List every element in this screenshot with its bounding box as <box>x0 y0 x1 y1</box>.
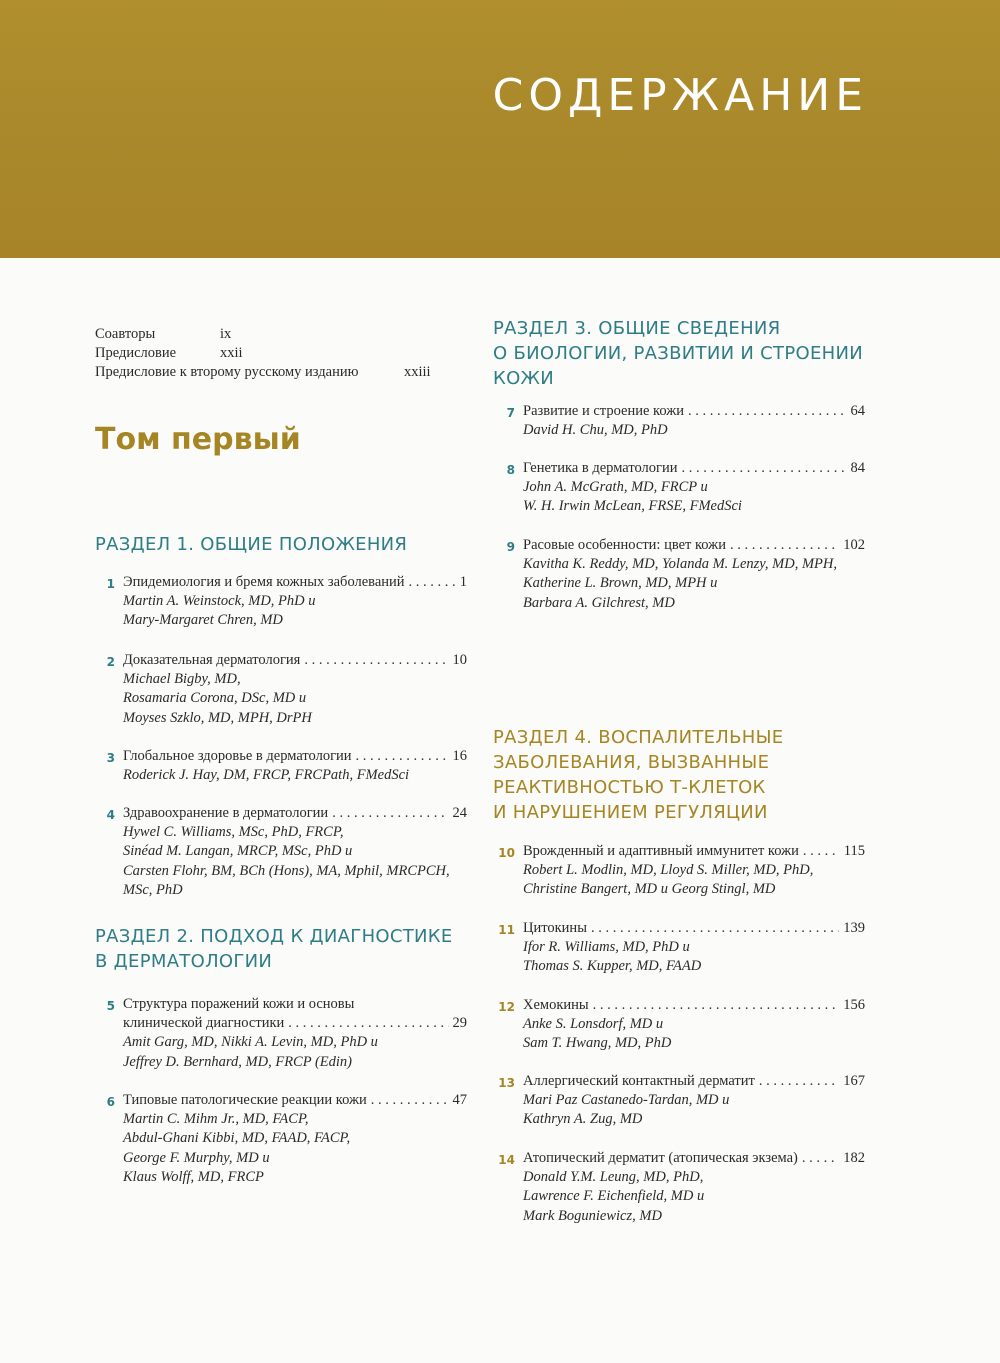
chapter-title: Атопический дерматит (атопическая экзема) <box>523 1150 798 1166</box>
chapter-page: 102 <box>843 537 865 553</box>
leader-dots <box>802 1149 839 1168</box>
leader-dots <box>593 996 840 1015</box>
chapter-author: Sam T. Hwang, MD, PhD <box>523 1035 672 1052</box>
leader-dots <box>371 1091 449 1110</box>
chapter-author: Robert L. Modlin, MD, Lloyd S. Miller, MD, PhD, <box>523 862 814 879</box>
chapter-title: Типовые патологические реакции кожи <box>123 1092 367 1108</box>
toc-entry[interactable] <box>95 747 467 785</box>
chapter-author: Barbara A. Gilchrest, MD <box>523 594 675 611</box>
chapter-author: Jeffrey D. Bernhard, MD, FRCP (Edin) <box>123 1053 352 1070</box>
chapter-author: Abdul-Ghani Kibbi, MD, FAAD, FACP, <box>123 1130 351 1147</box>
leader-dots <box>730 536 839 555</box>
section-heading-line: РАЗДЕЛ 1. ОБЩИЕ ПОЛОЖЕНИЯ <box>95 534 408 555</box>
toc-entry[interactable] <box>495 1149 865 1226</box>
section-3-heading[interactable] <box>493 316 863 391</box>
chapter-author: MSc, PhD <box>123 881 183 898</box>
chapter-number: 2 <box>106 655 115 669</box>
front-matter-item[interactable] <box>95 344 358 363</box>
section-4-heading[interactable] <box>493 725 783 825</box>
chapter-author: John A. McGrath, MD, FRCP и <box>523 479 708 496</box>
chapter-page: 182 <box>843 1150 865 1166</box>
leader-dots <box>288 1014 448 1033</box>
chapter-title: Глобальное здоровье в дерматологии <box>123 748 352 764</box>
chapter-author: Sinéad M. Langan, MRCP, MSc, PhD и <box>123 843 353 860</box>
chapter-page: 1 <box>459 574 467 590</box>
chapter-title: Здравоохранение в дерматологии <box>123 805 329 821</box>
chapter-page: 139 <box>843 920 865 936</box>
chapter-number: 4 <box>106 808 115 822</box>
front-matter-label: Соавторы <box>95 326 156 342</box>
chapter-page: 10 <box>452 652 467 668</box>
section-heading-line: В ДЕРМАТОЛОГИИ <box>95 951 273 972</box>
chapter-author: Anke S. Lonsdorf, MD и <box>523 1016 664 1033</box>
chapter-title: Цитокины <box>523 920 587 936</box>
front-matter <box>95 325 431 382</box>
toc-entry[interactable] <box>95 995 467 1072</box>
chapter-page: 84 <box>850 460 865 476</box>
chapter-page: 156 <box>843 997 865 1013</box>
chapter-number: 12 <box>498 1000 515 1014</box>
chapter-page: 64 <box>850 403 865 419</box>
chapter-title: Расовые особенности: цвет кожи <box>523 537 726 553</box>
front-matter-item[interactable] <box>95 325 358 344</box>
chapter-number: 1 <box>106 577 115 591</box>
chapter-author: Thomas S. Kupper, MD, FAAD <box>523 958 702 975</box>
toc-entry[interactable] <box>95 1091 467 1187</box>
chapter-author: Martin C. Mihm Jr., MD, FACP, <box>123 1111 309 1128</box>
front-matter-page: xxii <box>220 345 243 361</box>
chapter-title: Развитие и строение кожи <box>523 403 684 419</box>
chapter-author: Roderick J. Hay, DM, FRCP, FRCPath, FMedSci <box>123 767 410 784</box>
leader-dots <box>688 402 847 421</box>
chapter-author: Michael Bigby, MD, <box>123 671 241 688</box>
front-matter-label: Предисловие <box>95 345 177 361</box>
chapter-author: Carsten Flohr, BM, BCh (Hons), MA, Mphil, MRCPCH, <box>123 862 450 879</box>
leader-dots <box>356 747 449 766</box>
chapter-page: 47 <box>452 1092 467 1108</box>
section-heading-line: РАЗДЕЛ 3. ОБЩИЕ СВЕДЕНИЯ <box>493 318 781 339</box>
chapter-author: Ifor R. Williams, MD, PhD и <box>523 939 690 956</box>
toc-entry[interactable] <box>495 1072 865 1130</box>
toc-entry[interactable] <box>495 996 865 1054</box>
section-heading-line: РЕАКТИВНОСТЬЮ Т-КЛЕТОК <box>493 777 766 798</box>
front-matter-page: xxiii <box>404 364 431 380</box>
front-matter-page: ix <box>220 326 232 342</box>
chapter-page: 115 <box>843 843 865 859</box>
chapter-author: W. H. Irwin McLean, FRSE, FMedSci <box>523 498 742 515</box>
chapter-number: 13 <box>498 1076 515 1090</box>
chapter-title: Эпидемиология и бремя кожных заболеваний <box>123 574 405 590</box>
chapter-number: 14 <box>498 1153 515 1167</box>
leader-dots <box>332 804 448 823</box>
section-heading-line: КОЖИ <box>493 368 555 389</box>
section-heading-line: РАЗДЕЛ 4. ВОСПАЛИТЕЛЬНЫЕ <box>493 727 784 748</box>
toc-entry[interactable] <box>495 842 865 900</box>
chapter-number: 3 <box>106 751 115 765</box>
section-heading-line: О БИОЛОГИИ, РАЗВИТИИ И СТРОЕНИИ <box>493 343 864 364</box>
chapter-title: Хемокины <box>523 997 589 1013</box>
chapter-number: 11 <box>498 923 515 937</box>
chapter-author: George F. Murphy, MD и <box>123 1149 270 1166</box>
section-heading-line: РАЗДЕЛ 2. ПОДХОД К ДИАГНОСТИКЕ <box>95 926 453 947</box>
toc-entry[interactable] <box>95 573 467 631</box>
leader-dots <box>759 1072 839 1091</box>
toc-entry[interactable] <box>95 651 467 728</box>
chapter-author: Christine Bangert, MD и Georg Stingl, MD <box>523 881 776 898</box>
leader-dots <box>304 651 448 670</box>
volume-title: Том первый <box>95 422 301 457</box>
chapter-number: 7 <box>506 406 515 420</box>
chapter-number: 5 <box>106 999 115 1013</box>
front-matter-item[interactable] <box>95 363 431 382</box>
toc-entry[interactable] <box>495 459 865 517</box>
chapter-author: Katherine L. Brown, MD, MPH и <box>523 575 718 592</box>
section-2-heading[interactable] <box>95 924 453 974</box>
chapter-title: Врожденный и адаптивный иммунитет кожи <box>523 843 799 859</box>
chapter-author: Mari Paz Castanedo-Tardan, MD и <box>523 1092 730 1109</box>
chapter-author: Amit Garg, MD, Nikki A. Levin, MD, PhD и <box>123 1034 378 1051</box>
chapter-page: 29 <box>452 1015 467 1032</box>
section-heading-line: И НАРУШЕНИЕМ РЕГУЛЯЦИИ <box>493 802 768 823</box>
chapter-author: Rosamaria Corona, DSc, MD и <box>123 690 307 707</box>
chapter-number: 6 <box>106 1095 115 1109</box>
toc-entry[interactable] <box>495 402 865 440</box>
chapter-author: Donald Y.M. Leung, MD, PhD, <box>523 1169 704 1186</box>
leader-dots <box>682 459 847 478</box>
chapter-author: Kavitha K. Reddy, MD, Yolanda M. Lenzy, MD, MPH, <box>523 556 838 573</box>
toc-entry[interactable] <box>495 919 865 977</box>
chapter-page: 16 <box>452 748 467 764</box>
chapter-title: Генетика в дерматологии <box>523 460 678 476</box>
front-matter-label: Предисловие к второму русскому изданию <box>95 364 359 380</box>
leader-dots <box>803 842 840 861</box>
chapter-title: клинической диагностики <box>123 1015 285 1032</box>
chapter-number: 8 <box>506 463 515 477</box>
toc-entry[interactable] <box>495 536 865 613</box>
toc-entry[interactable] <box>95 804 467 900</box>
chapter-author: Hywel C. Williams, MSc, PhD, FRCP, <box>123 824 344 841</box>
chapter-page: 167 <box>843 1073 865 1089</box>
header-banner <box>0 0 1000 258</box>
chapter-number: 9 <box>506 540 515 554</box>
chapter-author: Mark Boguniewicz, MD <box>523 1207 662 1224</box>
leader-dots <box>591 919 839 938</box>
chapter-author: Kathryn A. Zug, MD <box>523 1111 643 1128</box>
chapter-author: Lawrence F. Eichenfield, MD и <box>523 1188 705 1205</box>
chapter-author: Klaus Wolff, MD, FRCP <box>123 1168 264 1185</box>
chapter-title: Структура поражений кожи и основы <box>123 996 355 1012</box>
section-1-heading[interactable] <box>95 532 407 557</box>
chapter-title: Аллергический контактный дерматит <box>523 1073 755 1089</box>
page-title: СОДЕРЖАНИЕ <box>492 70 868 121</box>
chapter-number: 10 <box>498 846 515 860</box>
chapter-author: David H. Chu, MD, PhD <box>523 422 668 439</box>
chapter-page: 24 <box>452 805 467 821</box>
chapter-author: Moyses Szklo, MD, MPH, DrPH <box>123 709 312 726</box>
chapter-title: Доказательная дерматология <box>123 652 301 668</box>
chapter-author: Martin A. Weinstock, MD, PhD и <box>123 593 316 610</box>
section-heading-line: ЗАБОЛЕВАНИЯ, ВЫЗВАННЫЕ <box>493 752 770 773</box>
chapter-author: Mary-Margaret Chren, MD <box>123 612 283 629</box>
leader-dots <box>409 573 456 592</box>
